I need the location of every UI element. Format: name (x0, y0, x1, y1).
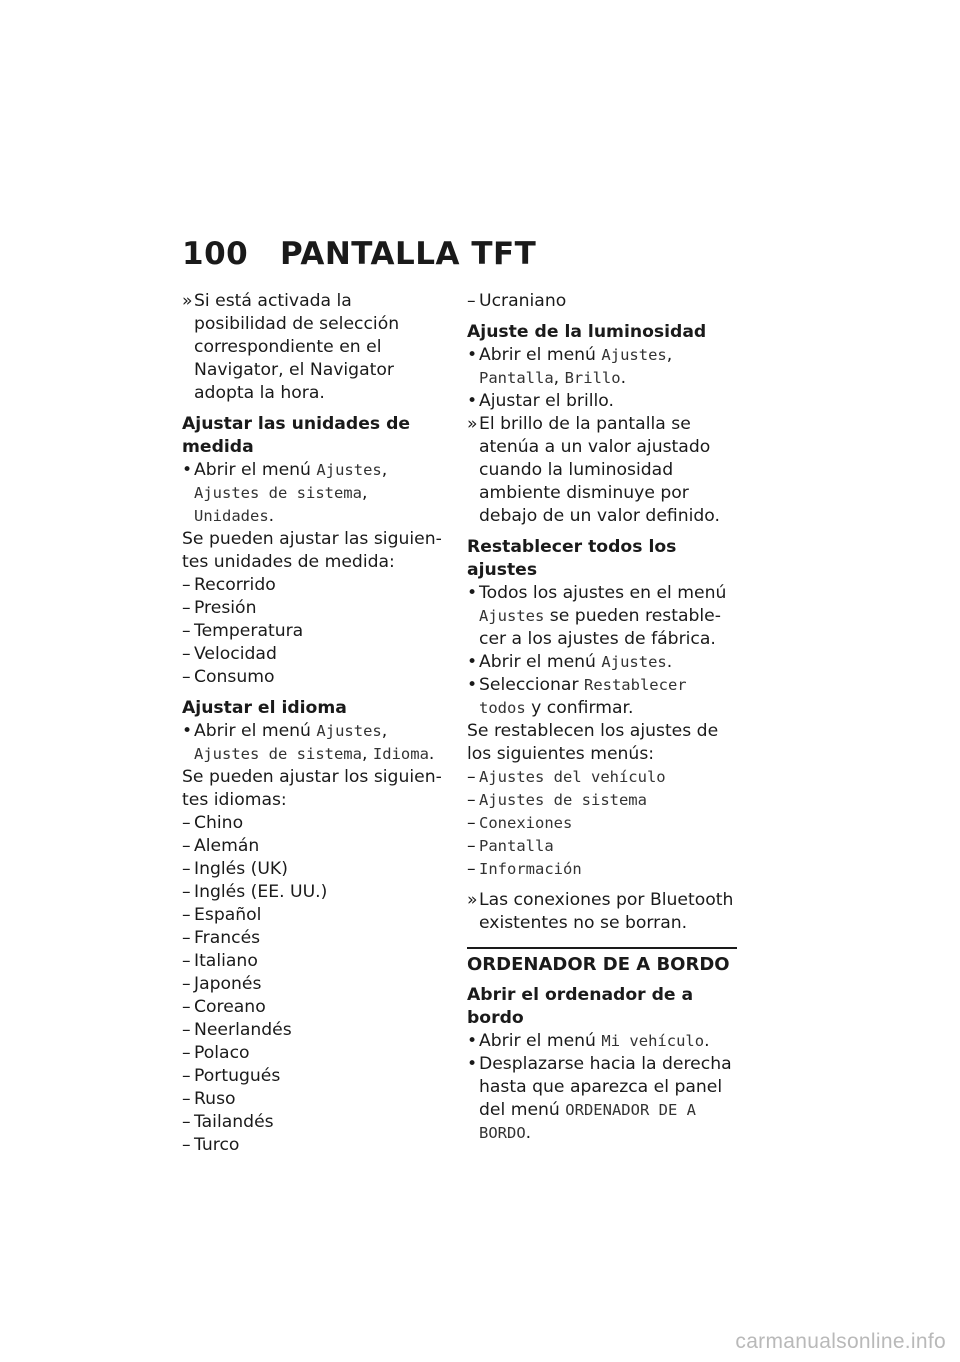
dash-marker-icon: – (467, 813, 476, 833)
bullet-icon: • (467, 1054, 478, 1074)
note-brightness: » El brillo de la pantalla se atenúa a un valor ajustado cuando la luminosidad ambiente disminuye por debajo de un valor definido. (467, 414, 720, 526)
dash-marker-icon: – (467, 767, 476, 787)
reset-menu-item: – Pantalla (467, 836, 554, 856)
language-item: – Japonés (182, 974, 262, 994)
language-item: – Francés (182, 928, 261, 948)
language-item: – Italiano (182, 951, 258, 971)
menu-name: Restablecer todos (479, 676, 687, 717)
bullet-icon: • (467, 391, 478, 411)
language-item: – Neerlandés (182, 1020, 292, 1040)
bullet-icon: • (467, 1031, 478, 1051)
step-reset-select: • Seleccionar Restablecer todos y confirmar. (467, 675, 687, 718)
reset-menu-item: – Ajustes de sistema (467, 790, 647, 810)
page-title: PANTALLA TFT (280, 236, 537, 272)
menu-name: Ajustes (601, 653, 667, 671)
language-item: – Ruso (182, 1089, 236, 1109)
step-reset-info: • Todos los ajustes en el menú Ajustes se pueden restable-cer a los ajustes de fábrica. (467, 583, 727, 649)
menu-name: Unidades (194, 507, 269, 525)
language-item: – Tailandés (182, 1112, 274, 1132)
dash-marker-icon: – (182, 621, 191, 641)
dash-marker-icon: – (182, 813, 191, 833)
bullet-icon: • (467, 652, 478, 672)
dash-marker-icon: – (182, 1020, 191, 1040)
language-item: – Turco (182, 1135, 240, 1155)
dash-marker-icon: – (182, 951, 191, 971)
step-scroll-right: • Desplazarse hacia la derecha hasta que aparezca el panel del menú ORDENADOR DE A BORDO. (467, 1054, 732, 1143)
dash-marker-icon: – (182, 575, 191, 595)
dash-marker-icon: – (182, 836, 191, 856)
note-marker-icon: » (467, 890, 478, 910)
language-item: – Coreano (182, 997, 266, 1017)
reset-intro: Se restablecen los ajustes de los siguientes menús: (467, 721, 719, 764)
bullet-icon: • (467, 675, 478, 695)
language-item: – Alemán (182, 836, 260, 856)
menu-name: Ajustes (601, 346, 667, 364)
menu-name: Ajustes de sistema (194, 484, 362, 502)
heading-brightness: Ajuste de la luminosidad (467, 322, 707, 342)
unit-item: – Temperatura (182, 621, 304, 641)
step-language-menu: • Abrir el menú Ajustes, Ajustes de sistema, Idioma. (182, 721, 435, 764)
menu-name: Pantalla (479, 369, 554, 387)
language-item: – Inglés (UK) (182, 859, 288, 879)
heading-reset: Restablecer todos los ajustes (467, 537, 677, 580)
dash-marker-icon: – (182, 1066, 191, 1086)
note-marker-icon: » (467, 414, 478, 434)
dash-marker-icon: – (182, 1135, 191, 1155)
bullet-icon: • (467, 583, 478, 603)
dash-marker-icon: – (182, 859, 191, 879)
menu-name: Ajustes (479, 607, 545, 625)
menu-name: Idioma (372, 745, 429, 763)
watermark: carmanualsonline.info (735, 1330, 946, 1353)
bullet-icon: • (467, 345, 478, 365)
dash-marker-icon: – (182, 1043, 191, 1063)
dash-marker-icon: – (467, 836, 476, 856)
section-title: ORDENADOR DE A BORDO (467, 947, 737, 976)
dash-marker-icon: – (182, 1089, 191, 1109)
step-brightness-menu: • Abrir el menú Ajustes, Pantalla, Brillo. (467, 345, 673, 388)
dash-marker-icon: – (182, 1112, 191, 1132)
step-units-menu: • Abrir el menú Ajustes, Ajustes de sistema, Unidades. (182, 460, 388, 526)
menu-name: Mi vehículo (601, 1032, 705, 1050)
unit-item: – Recorrido (182, 575, 276, 595)
units-list (182, 574, 444, 689)
menu-name: Brillo (564, 369, 621, 387)
dash-marker-icon: – (182, 882, 191, 902)
menu-name: ORDENADOR DE A BORDO (479, 1101, 696, 1142)
unit-item: – Presión (182, 598, 257, 618)
reset-menu-list (467, 766, 742, 881)
language-item: – Inglés (EE. UU.) (182, 882, 328, 902)
menu-name: Ajustes de sistema (194, 745, 362, 763)
dash-marker-icon: – (182, 997, 191, 1017)
dash-marker-icon: – (182, 644, 191, 664)
language-item: – Chino (182, 813, 244, 833)
note-bluetooth: » Las conexiones por Bluetooth existentes no se borran. (467, 890, 734, 933)
step-reset-open-menu: • Abrir el menú Ajustes. (467, 652, 673, 672)
dash-marker-icon: – (182, 667, 191, 687)
dash-marker-icon: – (182, 928, 191, 948)
reset-menu-item: – Conexiones (467, 813, 573, 833)
dash-marker-icon: – (182, 598, 191, 618)
language-item: – Ucraniano (467, 291, 567, 311)
units-intro: Se pueden ajustar las siguien-tes unidades de medida: (182, 529, 442, 572)
menu-name: Ajustes (316, 722, 382, 740)
dash-marker-icon: – (467, 859, 476, 879)
heading-language: Ajustar el idioma (182, 698, 347, 718)
left-column (182, 290, 444, 1157)
note-navigator: » Si está activada la posibilidad de selección correspondiente en el Navigator, el Navigator adopta la hora. (182, 291, 400, 403)
reset-menu-item: – Información (467, 859, 582, 879)
bullet-icon: • (182, 460, 193, 480)
step-adjust-brightness: • Ajustar el brillo. (467, 391, 614, 411)
dash-marker-icon: – (182, 905, 191, 925)
language-item: – Portugués (182, 1066, 281, 1086)
language-list (182, 812, 444, 1157)
dash-marker-icon: – (182, 974, 191, 994)
unit-item: – Velocidad (182, 644, 277, 664)
reset-menu-item: – Ajustes del vehículo (467, 767, 666, 787)
language-intro: Se pueden ajustar los siguien-tes idiomas: (182, 767, 442, 810)
language-item: – Polaco (182, 1043, 250, 1063)
language-item: – Español (182, 905, 262, 925)
note-marker-icon: » (182, 291, 193, 311)
page-number: 100 (182, 236, 249, 272)
unit-item: – Consumo (182, 667, 275, 687)
right-column (467, 290, 742, 1145)
dash-marker-icon: – (467, 291, 476, 311)
bullet-icon: • (182, 721, 193, 741)
dash-marker-icon: – (467, 790, 476, 810)
heading-units: Ajustar las unidades de medida (182, 414, 411, 457)
menu-name: Ajustes (316, 461, 382, 479)
step-open-vehicle-menu: • Abrir el menú Mi vehículo. (467, 1031, 710, 1051)
heading-board-computer: Abrir el ordenador de a bordo (467, 985, 694, 1028)
